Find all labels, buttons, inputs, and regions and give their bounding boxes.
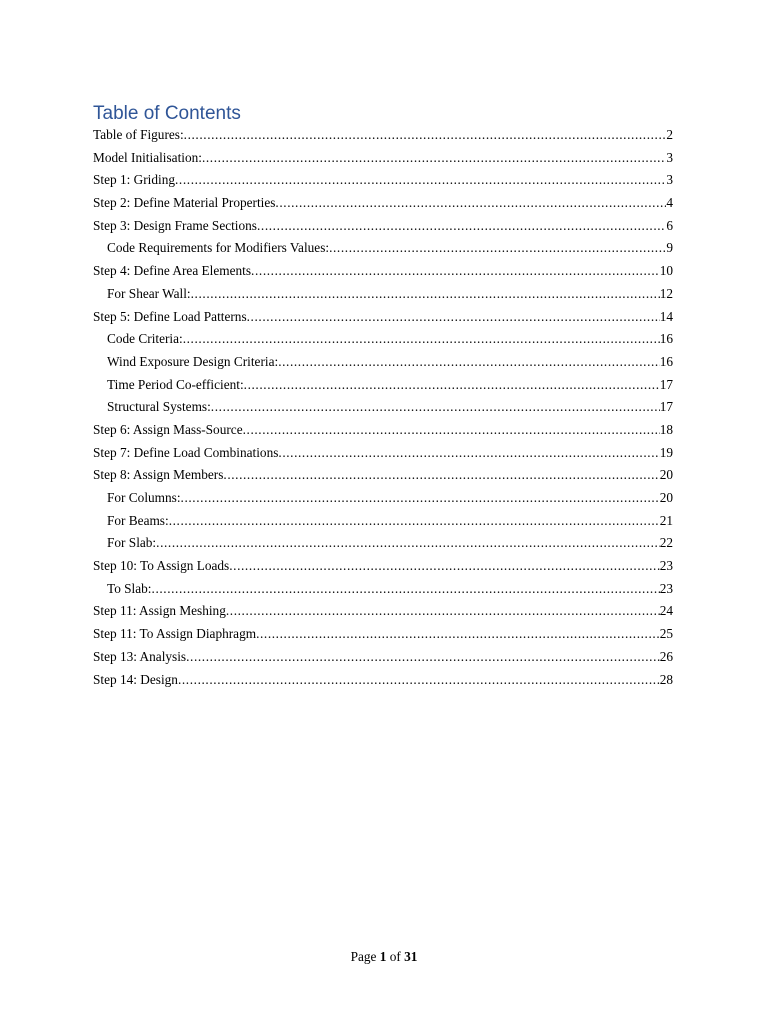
toc-entry[interactable]	[93, 419, 673, 442]
toc-dot-leader	[243, 419, 660, 442]
toc-entry-page-number: 23	[659, 580, 673, 596]
toc-entry-page-number: 28	[659, 671, 673, 687]
toc-dot-leader	[183, 328, 660, 351]
toc-dot-leader	[156, 532, 660, 555]
toc-entry[interactable]	[93, 374, 673, 397]
toc-entry-label: To Slab:	[107, 580, 152, 596]
toc-dot-leader	[256, 623, 660, 646]
toc-dot-leader	[251, 260, 660, 283]
toc-entry-page-number: 26	[659, 648, 673, 664]
toc-dot-leader	[223, 464, 659, 487]
toc-dot-leader	[275, 192, 666, 215]
toc-entry[interactable]	[93, 555, 673, 578]
toc-entry[interactable]	[93, 646, 673, 669]
toc-entry-label: Table of Figures:	[93, 127, 184, 142]
toc-entry[interactable]	[93, 215, 673, 238]
toc-dot-leader	[247, 306, 660, 329]
toc-entry-page-number: 12	[659, 285, 673, 301]
toc-entry[interactable]	[93, 124, 673, 147]
toc-entry[interactable]	[93, 396, 673, 419]
toc-entry-page-number: 3	[666, 172, 673, 188]
toc-entry[interactable]	[93, 351, 673, 374]
toc-entry-label: For Beams:	[107, 512, 169, 528]
toc-entry-label: Time Period Co-efficient:	[107, 376, 244, 392]
toc-entry-page-number: 21	[659, 512, 673, 528]
toc-entry[interactable]	[93, 147, 673, 170]
toc-dot-leader	[202, 147, 666, 170]
toc-entry-label: Step 2: Define Material Properties	[93, 195, 276, 211]
toc-entry[interactable]	[93, 260, 673, 283]
toc-entry-page-number: 10	[659, 263, 673, 279]
toc-entry-label: Wind Exposure Design Criteria:	[107, 353, 279, 369]
toc-entry-page-number: 24	[659, 603, 673, 619]
toc-entry[interactable]	[93, 623, 673, 646]
toc-heading: Table of Contents	[93, 103, 241, 124]
page-footer	[0, 947, 768, 967]
toc-entry-label: Step 4: Define Area Elements	[93, 263, 252, 279]
toc-dot-leader	[175, 169, 666, 192]
toc-dot-leader	[178, 669, 660, 692]
toc-entry-page-number: 18	[659, 421, 673, 437]
toc-entry-label: For Columns:	[107, 490, 181, 505]
toc-dot-leader	[181, 487, 660, 510]
toc-entry-label: Structural Systems:	[107, 399, 211, 415]
toc-entry-label: Code Criteria:	[107, 331, 183, 347]
toc-entry-page-number: 4	[666, 195, 673, 211]
toc-dot-leader	[229, 555, 659, 578]
toc-entry-page-number: 3	[666, 149, 673, 165]
toc-entry[interactable]	[93, 169, 673, 192]
toc-entry-label: Step 7: Define Load Combinations	[93, 444, 279, 460]
toc-entry[interactable]	[93, 237, 673, 260]
toc-entry-label: Step 14: Design	[93, 671, 178, 687]
toc-entry[interactable]	[93, 328, 673, 351]
toc-entry[interactable]	[93, 510, 673, 533]
footer-page-word: Page	[350, 949, 377, 964]
toc-entry-label: For Shear Wall:	[107, 285, 191, 301]
toc-dot-leader	[244, 374, 660, 397]
toc-entry-page-number: 19	[659, 444, 673, 460]
toc-entry-page-number: 20	[659, 467, 673, 483]
toc-entry-page-number: 20	[659, 490, 673, 505]
toc-list	[93, 124, 673, 691]
toc-entry-label: Step 3: Design Frame Sections	[93, 217, 257, 233]
toc-entry-page-number: 16	[659, 331, 673, 347]
toc-dot-leader	[278, 442, 659, 465]
toc-entry-page-number: 25	[659, 626, 673, 642]
toc-entry-label: Step 13: Analysis	[93, 648, 187, 664]
toc-entry-page-number: 2	[666, 127, 673, 142]
footer-of-word: of	[389, 949, 401, 964]
toc-entry-page-number: 14	[659, 308, 673, 324]
toc-entry[interactable]	[93, 600, 673, 623]
toc-entry-label: Step 11: To Assign Diaphragm	[93, 626, 257, 642]
toc-entry[interactable]	[93, 306, 673, 329]
toc-entry-label: Step 5: Define Load Patterns	[93, 308, 247, 324]
toc-dot-leader	[226, 600, 660, 623]
toc-entry-label: Step 8: Assign Members	[93, 467, 224, 483]
toc-entry[interactable]	[93, 283, 673, 306]
toc-dot-leader	[278, 351, 660, 374]
toc-dot-leader	[186, 646, 660, 669]
footer-total-pages: 31	[404, 949, 418, 964]
toc-entry-label: Step 1: Griding	[93, 172, 175, 188]
toc-entry[interactable]	[93, 192, 673, 215]
toc-entry[interactable]	[93, 487, 673, 510]
toc-entry-label: Code Requirements for Modifiers Values:	[107, 240, 330, 256]
toc-dot-leader	[152, 578, 660, 601]
toc-dot-leader	[169, 510, 660, 533]
toc-entry-page-number: 17	[659, 399, 673, 415]
toc-dot-leader	[191, 283, 660, 306]
toc-entry-label: Step 6: Assign Mass-Source	[93, 421, 243, 437]
toc-entry[interactable]	[93, 669, 673, 692]
toc-entry-page-number: 17	[659, 376, 673, 392]
toc-entry[interactable]	[93, 464, 673, 487]
toc-entry-page-number: 6	[666, 217, 673, 233]
toc-entry-page-number: 23	[659, 558, 673, 574]
toc-dot-leader	[184, 124, 667, 147]
toc-entry-label: Model Initialisation:	[93, 149, 202, 165]
toc-dot-leader	[211, 396, 660, 419]
toc-entry-page-number: 9	[666, 240, 673, 256]
footer-current-page: 1	[379, 949, 387, 964]
toc-dot-leader	[257, 215, 666, 238]
toc-entry-page-number: 22	[659, 535, 673, 551]
toc-entry-label: For Slab:	[107, 535, 157, 551]
toc-entry-page-number: 16	[659, 353, 673, 369]
toc-dot-leader	[329, 237, 666, 260]
toc-entry[interactable]	[93, 532, 673, 555]
toc-entry-label: Step 11: Assign Meshing	[93, 603, 226, 619]
toc-entry-label: Step 10: To Assign Loads	[93, 558, 230, 574]
toc-entry[interactable]	[93, 578, 673, 601]
toc-entry[interactable]	[93, 442, 673, 465]
